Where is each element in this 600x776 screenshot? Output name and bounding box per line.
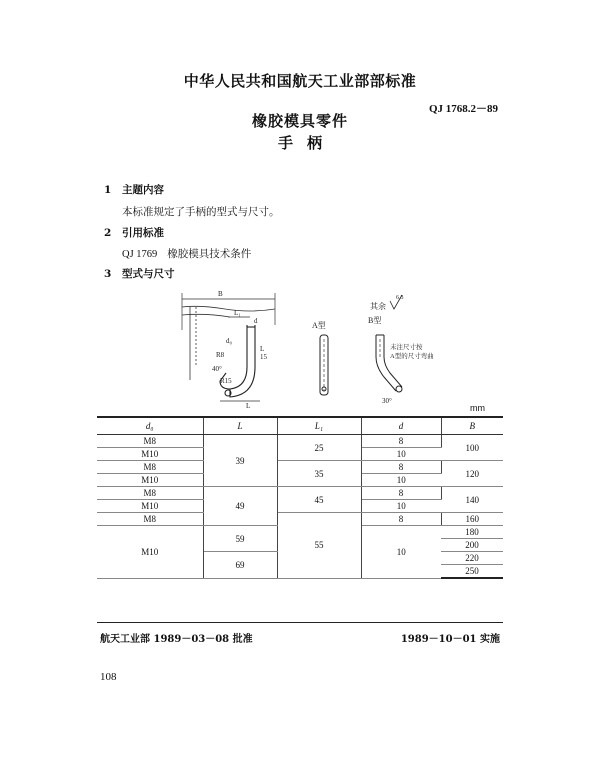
dim-l1-label: L₁ (234, 309, 241, 317)
cell-l: 59 (203, 526, 277, 552)
cell-d: 8 (361, 435, 441, 448)
dim-l-label: L (246, 402, 251, 410)
svg-text:其余: 其余 (370, 302, 386, 311)
cell-d: 10 (361, 448, 441, 461)
section-3-title: 型式与尺寸 (122, 268, 175, 280)
dim-d0-label: d₀ (226, 337, 232, 345)
table-row (97, 461, 503, 474)
header-l: L (203, 417, 277, 435)
roughness-symbol (370, 295, 404, 311)
type-a-label: A型 (312, 321, 326, 330)
cell-d: 10 (361, 474, 441, 487)
organization-title: 中华人民共和国航天工业部部标准 (183, 72, 417, 90)
cell-d0: M10 (97, 526, 203, 579)
cell-b: 140 (441, 487, 503, 513)
handle-drawing (150, 285, 450, 410)
reference-title: 橡胶模具技术条件 (167, 248, 252, 260)
header-b: B (441, 417, 503, 435)
document-title: 橡胶模具零件 (251, 112, 348, 130)
unit-label: mm (470, 403, 485, 413)
section-1-title: 主题内容 (122, 184, 164, 196)
cell-b: 220 (441, 552, 503, 565)
table-row (97, 513, 503, 526)
cell-l: 69 (203, 552, 277, 579)
cell-d0: M8 (97, 513, 203, 526)
cell-b: 160 (441, 513, 503, 526)
header-l1: L₁ (277, 417, 361, 435)
reference-code: QJ 1769 (122, 249, 158, 260)
note-line-2: A型的尺寸弯曲 (390, 353, 434, 360)
cell-b: 120 (441, 461, 503, 487)
page-number: 108 (100, 671, 117, 683)
dim-b-label: B (218, 290, 223, 298)
section-1-number: 1 (104, 184, 112, 196)
dim-d-label: d (254, 317, 258, 325)
cell-b: 100 (441, 435, 503, 461)
header-d0: d₀ (97, 417, 203, 435)
dim-40-label: 40° (212, 365, 222, 373)
cell-b: 200 (441, 539, 503, 552)
cell-l1: 35 (277, 461, 361, 487)
header-d: d (361, 417, 441, 435)
cell-d0: M10 (97, 500, 203, 513)
dim-l-vertical: L (260, 345, 265, 353)
cell-l: 39 (203, 435, 277, 487)
cell-d0: M10 (97, 448, 203, 461)
svg-text:6.3: 6.3 (396, 295, 404, 301)
cell-d: 8 (361, 513, 441, 526)
type-b-label: B型 (368, 316, 382, 325)
cell-b: 180 (441, 526, 503, 539)
section-2-title: 引用标准 (122, 227, 164, 239)
section-3-heading (104, 266, 175, 281)
approval-date: 航天工业部 1989－03－08 批准 (100, 634, 253, 645)
footer-rule (97, 622, 503, 623)
cell-d: 8 (361, 487, 441, 500)
cell-l1: 55 (277, 513, 361, 579)
cell-l1: 25 (277, 435, 361, 461)
section-2-heading (104, 225, 164, 240)
dimension-table (97, 416, 503, 579)
cell-d0: M8 (97, 461, 203, 474)
cell-d: 10 (361, 500, 441, 513)
table-row (97, 435, 503, 448)
cell-d: 8 (361, 461, 441, 474)
cell-d0: M10 (97, 474, 203, 487)
document-subtitle: 手柄 (277, 134, 336, 152)
cell-d: 10 (361, 526, 441, 579)
dim-15-label: 15 (260, 353, 267, 361)
section-3-number: 3 (104, 268, 112, 280)
note-line-1: 未注尺寸按 (390, 344, 423, 351)
cell-d0: M8 (97, 487, 203, 500)
handle-type-a-view (320, 335, 328, 395)
cell-b: 250 (441, 565, 503, 579)
dim-r8-label: R8 (216, 351, 225, 359)
section-2-reference (122, 246, 251, 261)
dim-r15-label: R15 (220, 377, 232, 385)
section-1-heading (104, 182, 164, 197)
cell-l1: 45 (277, 487, 361, 513)
cell-d0: M8 (97, 435, 203, 448)
dim-30-label: 30° (382, 397, 392, 405)
effective-date: 1989－10－01 实施 (400, 634, 500, 645)
table-header-row (97, 417, 503, 435)
standard-number: QJ 1768.2－89 (428, 103, 498, 115)
cell-l: 49 (203, 487, 277, 526)
section-1-body: 本标准规定了手柄的型式与尺寸。 (122, 206, 280, 218)
handle-profile-a (220, 325, 255, 397)
table-row (97, 487, 503, 500)
section-2-number: 2 (104, 227, 112, 239)
